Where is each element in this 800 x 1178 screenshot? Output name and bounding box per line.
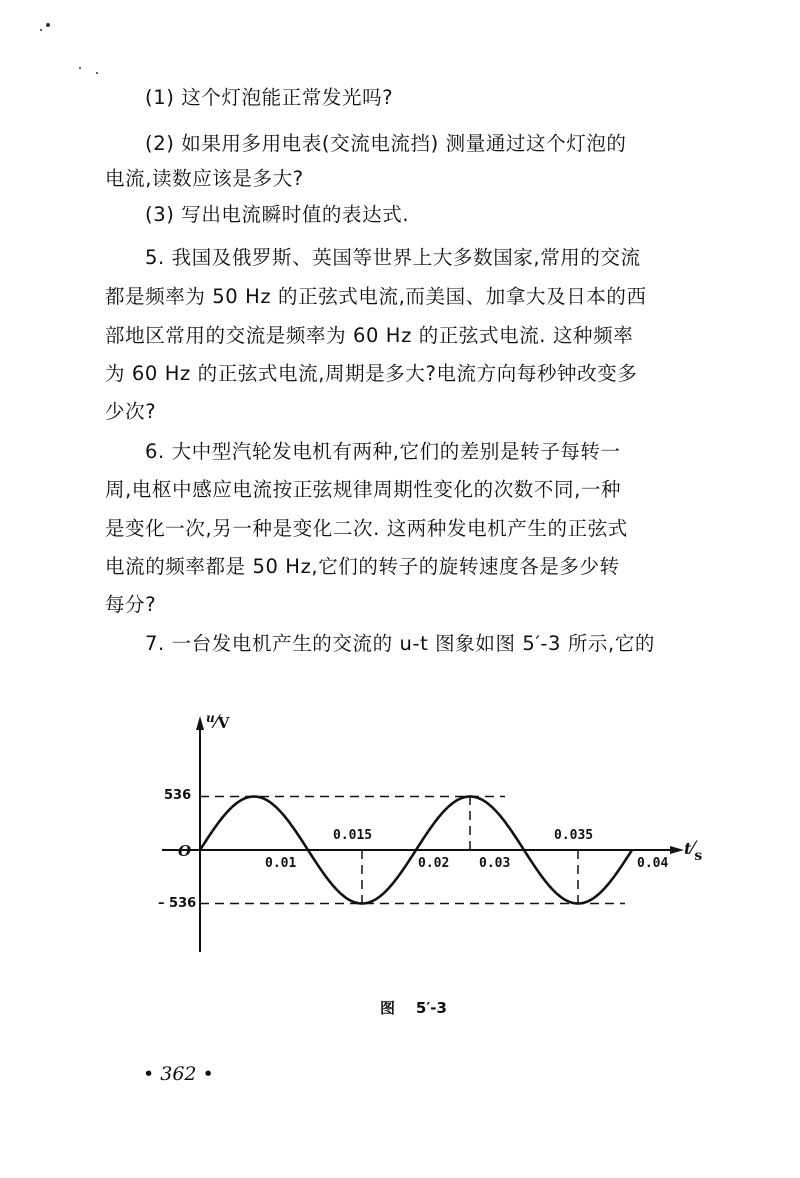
y-tick-neg-536: – 536: [158, 896, 197, 911]
text-line: (2) 如果用多用电表(交流电流挡) 测量通过这个灯泡的: [145, 132, 627, 155]
scan-speck: [46, 23, 50, 27]
text-line: 少次?: [105, 400, 157, 423]
text-line: 是变化一次,另一种是变化二次. 这两种发电机产生的正弦式: [105, 517, 628, 540]
scan-speck: [40, 29, 42, 31]
text-line: 部地区常用的交流是频率为 60 Hz 的正弦式电流. 这种频率: [105, 324, 634, 347]
scan-speck: [79, 67, 81, 69]
figure-caption: 图 5′-3: [380, 999, 447, 1017]
x-tick-0.015: 0.015: [333, 828, 373, 843]
ut-graph-figure: [0, 690, 800, 980]
text-line: 每分?: [105, 593, 157, 616]
text-line: 6. 大中型汽轮发电机有两种,它们的差别是转子每转一: [145, 440, 621, 463]
x-axis-arrow-icon: [670, 846, 684, 854]
x-tick-0.03: 0.03: [479, 856, 511, 871]
text-line: 周,电枢中感应电流按正弦规律周期性变化的次数不同,一种: [105, 478, 622, 501]
y-tick-536: 536: [164, 788, 192, 803]
x-tick-0.02: 0.02: [418, 856, 450, 871]
text-line: (1) 这个灯泡能正常发光吗?: [145, 86, 394, 109]
text-line: 7. 一台发电机产生的交流的 u-t 图象如图 5′-3 所示,它的: [145, 632, 656, 655]
text-line: 电流的频率都是 50 Hz,它们的转子的旋转速度各是多少转: [105, 555, 620, 578]
x-axis-label: t⁄s: [684, 838, 703, 864]
y-axis-label: $^u$⁄V: [206, 711, 230, 733]
text-line: 电流,读数应该是多大?: [105, 167, 304, 190]
text-line: 为 60 Hz 的正弦式电流,周期是多大?电流方向每秒钟改变多: [105, 362, 638, 385]
page-number: • 362 •: [143, 1063, 214, 1085]
scan-speck: [96, 72, 98, 74]
origin-label: O: [178, 842, 192, 860]
y-axis-arrow-icon: [196, 716, 204, 730]
text-line: 5. 我国及俄罗斯、英国等世界上大多数国家,常用的交流: [145, 246, 641, 269]
x-tick-0.04: 0.04: [637, 856, 669, 871]
x-tick-0.01: 0.01: [265, 856, 297, 871]
x-tick-0.035: 0.035: [554, 828, 594, 843]
ut-graph-svg: [0, 690, 800, 980]
text-line: 都是频率为 50 Hz 的正弦式电流,而美国、加拿大及日本的西: [105, 285, 647, 308]
text-line: (3) 写出电流瞬时值的表达式.: [145, 203, 410, 226]
